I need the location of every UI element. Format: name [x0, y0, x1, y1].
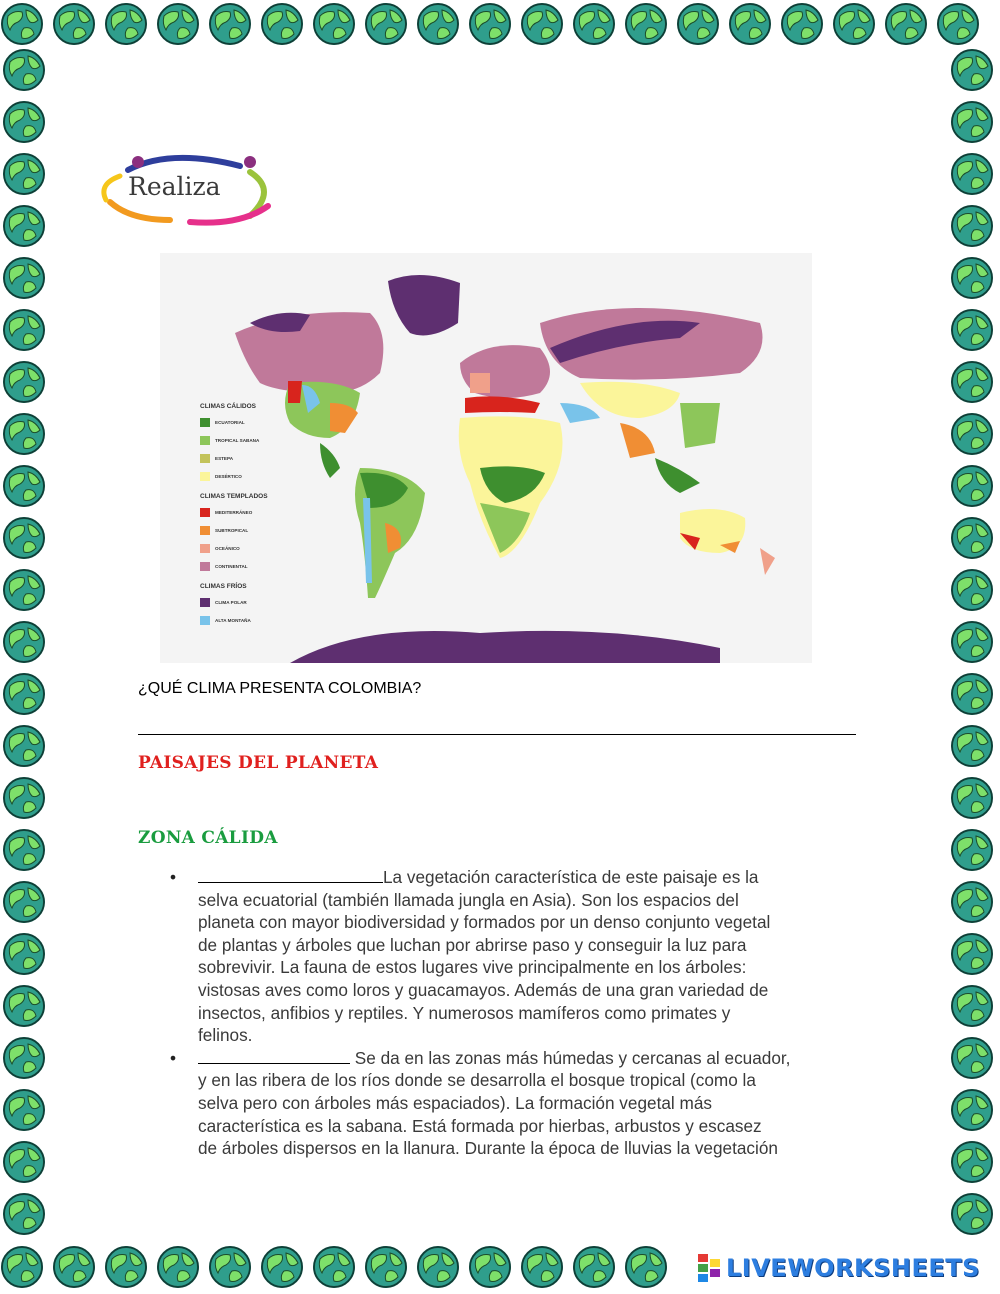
- globe-icon: [2, 464, 46, 508]
- globe-icon: [364, 2, 408, 46]
- legend-swatch: [200, 508, 210, 517]
- globe-icon: [950, 1088, 994, 1132]
- bullet-1-line: de plantas y árboles que luchan por abrirse paso y conseguir la luz para: [198, 934, 747, 955]
- globe-icon: [950, 308, 994, 352]
- legend-group-calidos: CLIMAS CÁLIDOS: [200, 403, 256, 410]
- globe-icon: [950, 932, 994, 976]
- globe-icon: [2, 828, 46, 872]
- globe-icon: [2, 100, 46, 144]
- legend-item-tropical-sabana: [200, 436, 320, 445]
- globe-icon: [260, 1245, 304, 1289]
- globe-icon: [950, 412, 994, 456]
- bullet-2-line: y en las ribera de los ríos donde se desarrolla el bosque tropical (como la: [198, 1070, 756, 1091]
- globe-icon: [950, 620, 994, 664]
- map-legend: [200, 403, 320, 625]
- globe-icon: [104, 1245, 148, 1289]
- globe-icon: [416, 2, 460, 46]
- legend-group-templados: CLIMAS TEMPLADOS: [200, 493, 268, 500]
- globe-icon: [950, 880, 994, 924]
- globe-icon: [950, 100, 994, 144]
- globe-icon: [2, 1192, 46, 1236]
- globe-border-bottom: [0, 1245, 676, 1289]
- globe-icon: [780, 2, 824, 46]
- legend-label: SUBTROPICAL: [215, 528, 249, 533]
- legend-item-clima-polar: [200, 598, 320, 607]
- globe-icon: [676, 2, 720, 46]
- globe-icon: [2, 256, 46, 300]
- bullet-2-line: selva pero con árboles más espaciados). La formación vegetal más: [198, 1092, 712, 1113]
- bullet-1-line: selva ecuatorial (también llamada jungla en Asia). Son los espacios del: [198, 889, 739, 910]
- legend-swatch: [200, 544, 210, 553]
- globe-icon: [936, 2, 980, 46]
- globe-icon: [312, 2, 356, 46]
- globe-icon: [950, 204, 994, 248]
- section-title: PAISAJES DEL PLANETA: [138, 753, 379, 773]
- legend-item-estepa: [200, 454, 320, 463]
- globe-icon: [520, 1245, 564, 1289]
- globe-icon: [468, 2, 512, 46]
- question-text: ¿QUÉ CLIMA PRESENTA COLOMBIA?: [138, 680, 422, 697]
- bullet-2-line-1: Se da en las zonas más húmedas y cercanas al ecuador,: [350, 1047, 791, 1068]
- globe-border-right: [950, 48, 994, 1244]
- globe-icon: [2, 152, 46, 196]
- liveworksheets-watermark: [696, 1253, 980, 1283]
- globe-icon: [2, 1088, 46, 1132]
- legend-item-subtropical: [200, 526, 320, 535]
- liveworksheets-logo-icon: [696, 1253, 722, 1283]
- globe-icon: [416, 1245, 460, 1289]
- legend-swatch: [200, 598, 210, 607]
- paragraph-list: [168, 866, 858, 1160]
- logo-text: Realiza: [128, 172, 221, 201]
- globe-icon: [950, 360, 994, 404]
- globe-icon: [950, 828, 994, 872]
- legend-swatch: [200, 562, 210, 571]
- climate-world-map: [160, 253, 812, 663]
- list-item: [168, 1047, 858, 1160]
- bullet-1-line-1: La vegetación característica de este paisaje es la: [383, 867, 759, 887]
- legend-label: DESÉRTICO: [215, 474, 242, 479]
- legend-label: ESTEPA: [215, 456, 234, 461]
- bullet-1-line: vistosas aves como loros y guacamayos. Además de una gran variedad de: [198, 979, 769, 1000]
- globe-icon: [2, 984, 46, 1028]
- globe-icon: [468, 1245, 512, 1289]
- legend-item-continental: [200, 562, 320, 571]
- globe-icon: [950, 724, 994, 768]
- globe-icon: [104, 2, 148, 46]
- legend-label: MEDITERRÁNEO: [215, 510, 253, 515]
- legend-swatch: [200, 418, 210, 427]
- legend-item-ecuatorial: [200, 418, 320, 427]
- globe-icon: [2, 360, 46, 404]
- globe-icon: [2, 932, 46, 976]
- globe-icon: [0, 1245, 44, 1289]
- globe-icon: [0, 2, 44, 46]
- globe-border-left: [2, 48, 46, 1244]
- globe-icon: [52, 1245, 96, 1289]
- globe-icon: [2, 308, 46, 352]
- globe-icon: [572, 1245, 616, 1289]
- globe-icon: [2, 204, 46, 248]
- zone-title: ZONA CÁLIDA: [138, 828, 278, 848]
- legend-label: OCEÁNICO: [215, 546, 240, 551]
- legend-swatch: [200, 454, 210, 463]
- globe-icon: [260, 2, 304, 46]
- watermark-text: LIVEWORKSHEETS: [726, 1254, 980, 1282]
- globe-icon: [624, 2, 668, 46]
- globe-icon: [2, 724, 46, 768]
- globe-icon: [950, 152, 994, 196]
- globe-icon: [312, 1245, 356, 1289]
- legend-label: ALTA MONTAÑA: [215, 618, 251, 623]
- globe-icon: [950, 1036, 994, 1080]
- legend-swatch: [200, 472, 210, 481]
- legend-swatch: [200, 526, 210, 535]
- bullet-2-line: de árboles dispersos en la llanura. Durante la época de lluvias la vegetación: [198, 1138, 778, 1159]
- globe-icon: [52, 2, 96, 46]
- globe-icon: [2, 776, 46, 820]
- legend-item-alta-montana: [200, 616, 320, 625]
- legend-item-mediterraneo: [200, 508, 320, 517]
- legend-swatch: [200, 436, 210, 445]
- globe-icon: [520, 2, 564, 46]
- globe-icon: [624, 1245, 668, 1289]
- answer-input-line[interactable]: [138, 734, 856, 735]
- globe-icon: [950, 1140, 994, 1184]
- list-item: [168, 866, 858, 1047]
- legend-item-desertico: [200, 472, 320, 481]
- globe-icon: [156, 2, 200, 46]
- realiza-logo: [100, 150, 275, 230]
- globe-icon: [950, 984, 994, 1028]
- globe-icon: [572, 2, 616, 46]
- legend-label: TROPICAL SABANA: [215, 438, 260, 443]
- globe-icon: [208, 2, 252, 46]
- globe-icon: [950, 568, 994, 612]
- globe-icon: [208, 1245, 252, 1289]
- legend-group-frios: CLIMAS FRÍOS: [200, 583, 247, 590]
- globe-icon: [950, 672, 994, 716]
- legend-item-oceanico: [200, 544, 320, 553]
- bullet-1-line: sobrevivir. La fauna de estos lugares vive principalmente en los árboles:: [198, 957, 747, 978]
- bullet-2-line: característica es la sabana. Está formada por hierbas, arbustos y escasez: [198, 1115, 762, 1136]
- globe-icon: [2, 880, 46, 924]
- globe-icon: [2, 620, 46, 664]
- globe-icon: [2, 1036, 46, 1080]
- globe-icon: [728, 2, 772, 46]
- legend-swatch: [200, 616, 210, 625]
- bullet-1-line: planeta con mayor biodiversidad y formados por un denso conjunto vegetal: [198, 912, 771, 933]
- globe-icon: [950, 256, 994, 300]
- globe-icon: [2, 516, 46, 560]
- globe-icon: [950, 516, 994, 560]
- globe-icon: [950, 464, 994, 508]
- globe-icon: [364, 1245, 408, 1289]
- answer-blank-1[interactable]: [198, 866, 383, 883]
- globe-icon: [2, 672, 46, 716]
- legend-label: CLIMA POLAR: [215, 600, 247, 605]
- globe-icon: [2, 412, 46, 456]
- globe-icon: [156, 1245, 200, 1289]
- globe-border-top: [0, 2, 988, 46]
- globe-icon: [2, 568, 46, 612]
- bullet-1-line: insectos, anfibios y reptiles. Y numerosos mamíferos como primates y: [198, 1002, 731, 1023]
- legend-label: ECUATORIAL: [215, 420, 245, 425]
- globe-icon: [950, 48, 994, 92]
- globe-icon: [950, 1192, 994, 1236]
- globe-icon: [884, 2, 928, 46]
- globe-icon: [950, 776, 994, 820]
- globe-icon: [2, 1140, 46, 1184]
- bullet-1-line: felinos.: [198, 1025, 253, 1046]
- answer-blank-2[interactable]: [198, 1047, 350, 1064]
- globe-icon: [2, 48, 46, 92]
- legend-label: CONTINENTAL: [215, 564, 248, 569]
- globe-icon: [832, 2, 876, 46]
